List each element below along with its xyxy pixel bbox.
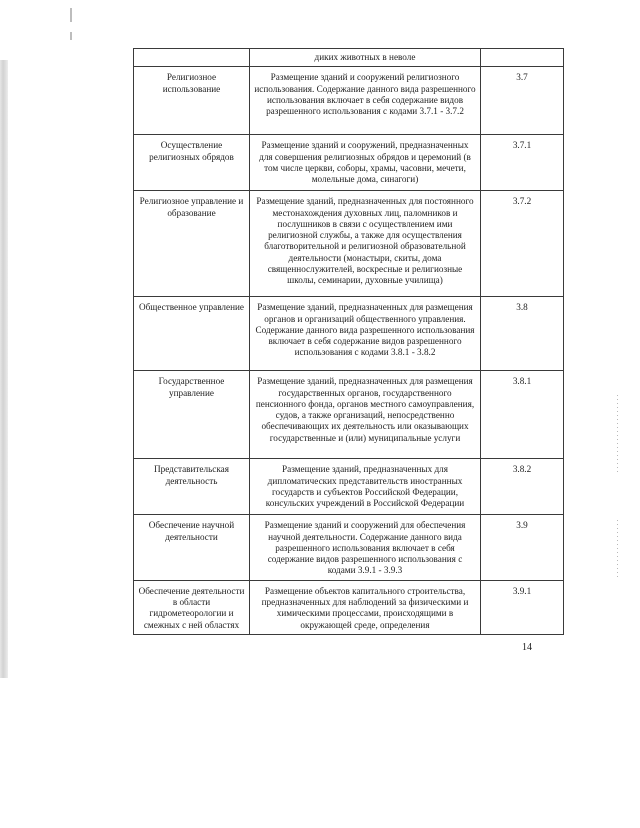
use-name: Религиозное управление и образование xyxy=(139,196,244,218)
description-cell xyxy=(250,135,481,191)
scan-dots xyxy=(617,520,618,580)
use-code: 3.8.1 xyxy=(512,376,532,387)
use-name: Обеспечение научной деятельности xyxy=(148,520,235,542)
use-code: 3.8.2 xyxy=(512,464,532,475)
use-description: Размещение зданий, предназначенных для дипломатических представительств иностранных государств и субъектов Российской Федерации, консульских учреждений в Российской Федерации xyxy=(265,464,465,509)
description-cell xyxy=(250,297,481,371)
use-code: 3.7 xyxy=(516,72,528,83)
code-cell xyxy=(481,135,564,191)
table-row xyxy=(134,459,564,515)
use-name: Представительская деятельность xyxy=(154,464,229,486)
use-name-cell xyxy=(134,297,250,371)
description-cell xyxy=(250,515,481,580)
use-name-cell xyxy=(134,371,250,459)
table-row xyxy=(134,49,564,67)
use-name: Обеспечение деятельности в области гидрометеорологии и смежных с ней областях xyxy=(138,585,245,630)
code-cell xyxy=(481,515,564,580)
table-row xyxy=(134,580,564,634)
table-row xyxy=(134,297,564,371)
code-cell xyxy=(481,67,564,135)
use-name: Общественное управление xyxy=(138,302,245,313)
code-cell xyxy=(481,580,564,634)
description-cell xyxy=(250,459,481,515)
use-code: 3.9.1 xyxy=(512,585,532,596)
description-cell xyxy=(250,67,481,135)
table-row xyxy=(134,515,564,580)
page-number: 14 xyxy=(522,642,532,653)
use-code: 3.8 xyxy=(516,302,528,313)
scan-mark xyxy=(70,8,72,22)
use-name-cell xyxy=(134,459,250,515)
code-cell xyxy=(481,49,564,67)
table-row xyxy=(134,67,564,135)
use-description: Размещение зданий, предназначенных для размещения государственных органов, государственного пенсионного фонда, органов местного самоуправления, судов, а также организаций, непосредственно обеспечивающих их деятельность или оказывающих государственные и (или) муниципальные услуги xyxy=(255,376,475,443)
table-row xyxy=(134,191,564,297)
use-code: 3.9 xyxy=(516,520,528,531)
table-row xyxy=(134,135,564,191)
use-name-cell xyxy=(134,49,250,67)
scan-dots xyxy=(617,395,618,475)
use-name-cell xyxy=(134,67,250,135)
use-name-cell xyxy=(134,135,250,191)
scan-edge-artifact xyxy=(0,60,8,678)
scan-mark xyxy=(70,32,72,40)
code-cell xyxy=(481,191,564,297)
use-name: Государственное управление xyxy=(158,376,225,398)
use-name: Осуществление религиозных обрядов xyxy=(149,140,234,162)
description-cell xyxy=(250,580,481,634)
use-description: Размещение зданий, предназначенных для постоянного местонахождения духовных лиц, паломников и послушников в связи с осуществлением ими религиозной службы, а также для осуществления благотворительной и религиозной образовательной деятельности (монастыри, скиты, дома священнослужителей, воскресные и религиозные школы, семинарии, духовные училища) xyxy=(256,196,474,286)
code-cell xyxy=(481,459,564,515)
use-description: Размещение зданий и сооружений, предназначенных для совершения религиозных обрядов и церемоний (в том числе церкви, соборы, храмы, часовни, мечети, молельные дома, синагоги) xyxy=(259,140,471,185)
use-code: 3.7.1 xyxy=(512,140,532,151)
code-cell xyxy=(481,371,564,459)
use-description: Размещение зданий и сооружений для обеспечения научной деятельности. Содержание данного вида разрешенного использования включает в себя содержание видов разрешенного использования с кодами 3.9.1 - 3.9.3 xyxy=(264,520,466,576)
use-code: 3.7.2 xyxy=(512,196,532,207)
description-cell xyxy=(250,49,481,67)
description-cell xyxy=(250,191,481,297)
use-description: Размещение зданий и сооружений религиозного использования. Содержание данного вида разрешенного использования включает в себя содержание видов разрешенного использования с кодами 3.7.1 - 3.7.2 xyxy=(254,72,476,117)
use-name-cell xyxy=(134,191,250,297)
use-name: Религиозное использование xyxy=(162,72,221,94)
table-row xyxy=(134,371,564,459)
use-description: диких животных в неволе xyxy=(314,52,416,62)
use-description: Размещение объектов капитального строительства, предназначенных для наблюдений за физическими и химическими процессами, происходящими в окружающей среде, определения xyxy=(261,585,469,630)
code-cell xyxy=(481,297,564,371)
land-use-table xyxy=(133,48,564,635)
use-description: Размещение зданий, предназначенных для размещения органов и организаций общественного управления. Содержание данного вида разрешенного использования включает в себя содержание видов разрешенного использования с кодами 3.8.1 - 3.8.2 xyxy=(255,302,475,358)
use-name-cell xyxy=(134,515,250,580)
use-name-cell xyxy=(134,580,250,634)
description-cell xyxy=(250,371,481,459)
